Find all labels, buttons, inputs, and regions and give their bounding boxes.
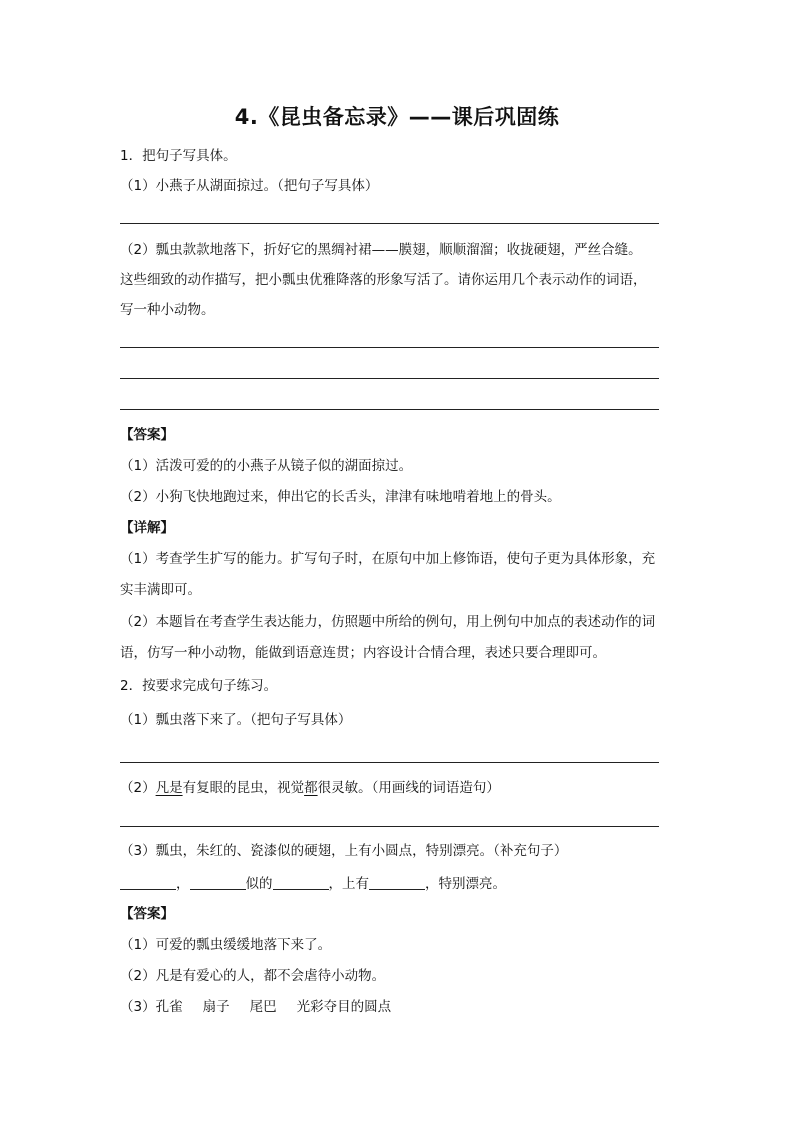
answer-line: [120, 347, 659, 348]
detail-label: 【详解】: [120, 520, 174, 536]
detail-1-line-2: 实丰满即可。: [120, 582, 201, 598]
question-1-heading: 1．把句子写具体。: [120, 148, 237, 164]
question-2-sub-1: （1）瓢虫落下来了。（把句子写具体）: [120, 712, 352, 728]
fill-text: ，上有: [328, 876, 369, 892]
question-2-heading: 2．按要求完成句子练习。: [120, 678, 278, 694]
answer-label: 【答案】: [120, 427, 174, 443]
answer-line: [120, 762, 659, 763]
answer-line: [120, 378, 659, 379]
answer-2-item-2: （2）凡是有爱心的人，都不会虐待小动物。: [120, 968, 386, 984]
page-title: 4.《昆虫备忘录》——课后巩固练: [234, 105, 560, 129]
question-2-sub-2-suffix: 很灵敏。（用画线的词语造句）: [317, 780, 500, 796]
answer-label: 【答案】: [120, 906, 174, 922]
question-2-sub-2: [120, 778, 500, 798]
answer-word: 光彩夺目的圆点: [296, 999, 392, 1015]
fill-blank[interactable]: [120, 873, 176, 890]
answer-line: [120, 826, 659, 827]
fill-blank[interactable]: [369, 873, 425, 890]
question-1-sub-2-line-3: 写一种小动物。: [120, 302, 215, 318]
answer-line: [120, 409, 659, 410]
fill-blank[interactable]: [190, 873, 246, 890]
answer-1-item-1: （1）活泼可爱的的小燕子从镜子似的湖面掠过。: [120, 458, 413, 474]
question-1-sub-2-line-2: 这些细致的动作描写，把小瓢虫优雅降落的形象写活了。请你运用几个表示动作的词语，: [120, 272, 647, 288]
answer-line: [120, 223, 659, 224]
fill-blank[interactable]: [273, 873, 329, 890]
detail-2-line-1: （2）本题旨在考查学生表达能力，仿照题中所给的例句，用上例句中加点的表述动作的词: [120, 614, 656, 630]
answer-2-item-1: （1）可爱的瓢虫缓缓地落下来了。: [120, 937, 332, 953]
fill-in-sentence: [120, 873, 506, 894]
fill-text: 似的: [245, 876, 273, 892]
detail-2-line-2: 语，仿写一种小动物，能做到语意连贯；内容设计合情合理，表述只要合理即可。: [120, 645, 606, 661]
question-2-sub-2-prefix: （2）: [120, 780, 156, 796]
question-1-sub-1: （1）小燕子从湖面掠过。（把句子写具体）: [120, 178, 379, 194]
underlined-word: 凡是: [155, 780, 183, 796]
detail-1-line-1: （1）考查学生扩写的能力。扩写句子时，在原句中加上修饰语，使句子更为具体形象，充: [120, 551, 656, 567]
answer-word: （3）孔雀: [120, 999, 183, 1015]
answer-1-item-2: （2）小狗飞快地跑过来，伸出它的长舌头，津津有味地啃着地上的骨头。: [120, 489, 561, 505]
question-2-sub-3: （3）瓢虫，朱红的、瓷漆似的硬翅，上有小圆点，特别漂亮。（补充句子）: [120, 843, 568, 859]
answer-word: 尾巴: [249, 999, 277, 1015]
underlined-word: 都: [304, 780, 318, 796]
answer-2-item-3: [120, 997, 391, 1017]
fill-text: ，特别漂亮。: [425, 876, 506, 892]
fill-text: ，: [176, 876, 190, 892]
question-1-sub-2-line-1: （2）瓢虫款款地落下，折好它的黑绸衬裙——膜翅，顺顺溜溜；收拢硬翅，严丝合缝。: [120, 242, 642, 258]
question-2-sub-2-mid: 有复眼的昆虫，视觉: [182, 780, 305, 796]
answer-word: 扇子: [202, 999, 230, 1015]
